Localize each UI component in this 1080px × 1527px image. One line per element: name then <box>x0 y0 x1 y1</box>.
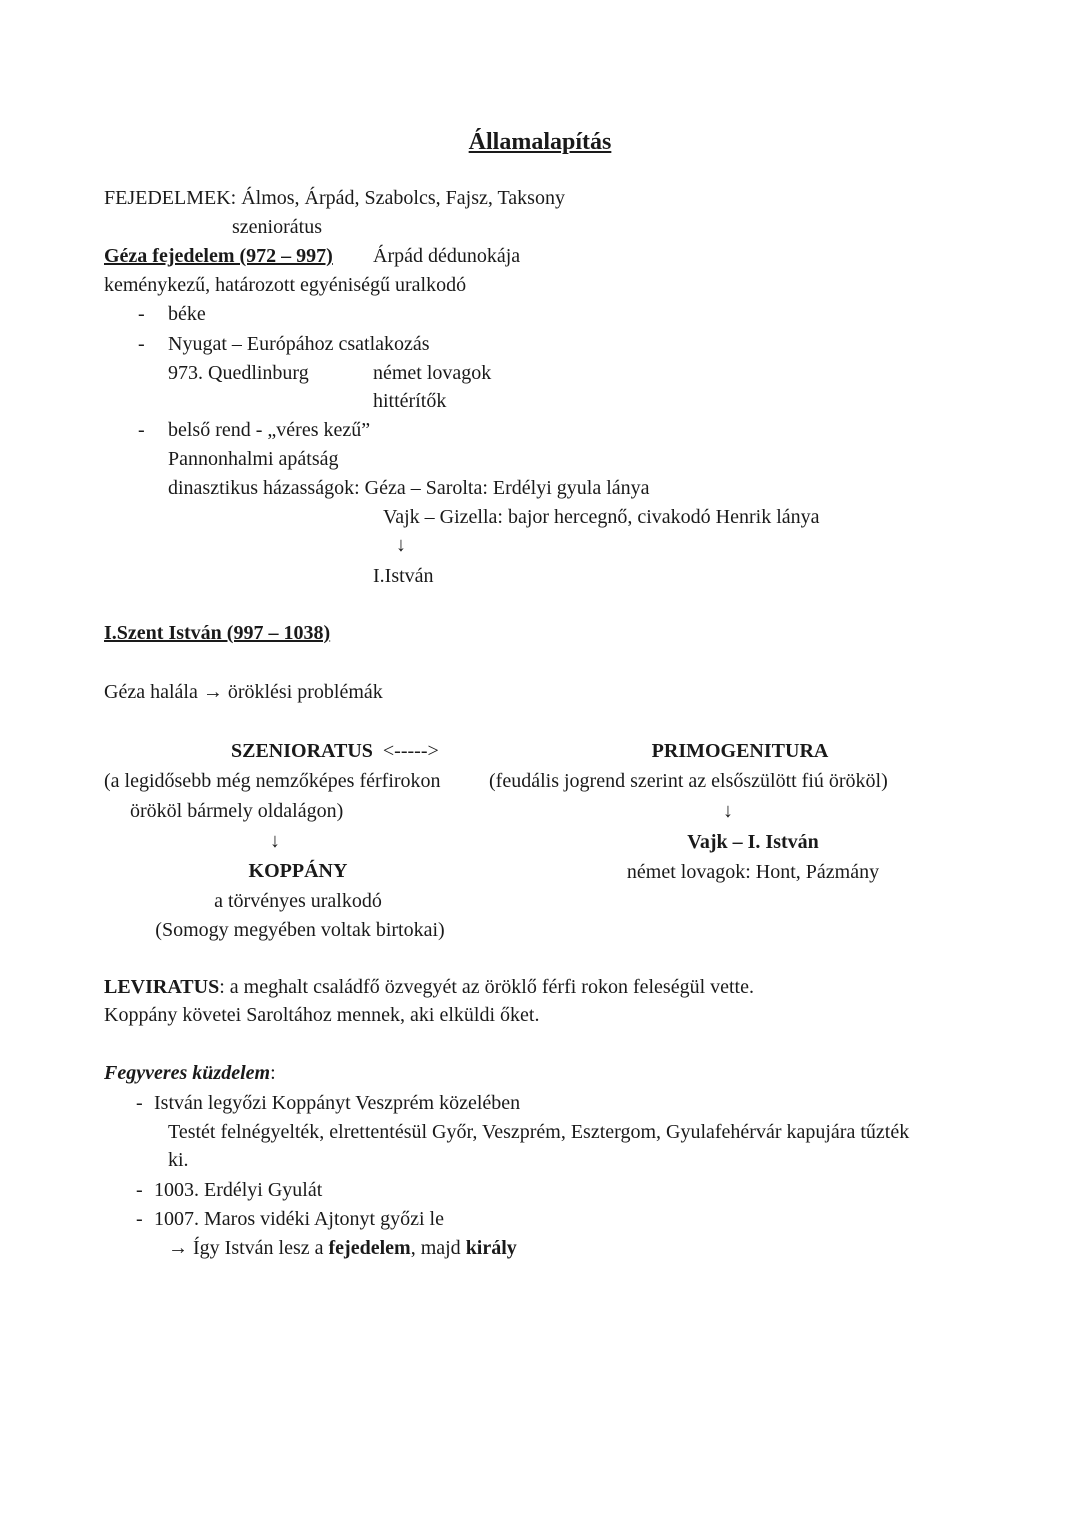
fegyveres-item-1: István legyőzi Koppányt Veszprém közelében <box>154 1092 521 1114</box>
vajk-gizella-text: Vajk – Gizella: bajor hercegnő, civakodó Henrik lánya <box>383 506 820 528</box>
double-arrow: <-----> <box>382 740 439 762</box>
szenioratus-title-line <box>231 737 439 765</box>
koppany-role: a törvényes uralkodó <box>214 890 382 912</box>
bullet-dash: - <box>136 1092 143 1114</box>
geza-halala-text: Géza halála → öröklési problémák <box>104 681 383 703</box>
bullet-dash: - <box>136 1179 143 1201</box>
conclusion-line <box>168 1234 517 1262</box>
koppany-note: (Somogy megyében voltak birtokai) <box>155 919 445 941</box>
quedlinburg-text: 973. Quedlinburg <box>168 362 309 384</box>
primogenitura-desc: (feudális jogrend szerint az elsőszülött fiú örököl) <box>489 770 888 792</box>
fejedelmek-names: Álmos, Árpád, Szabolcs, Fajsz, Taksony <box>236 187 565 209</box>
szenioratus-desc-1: (a legidősebb még nemzőképes férfirokon <box>104 770 441 792</box>
geza-bullet-beke: béke <box>168 303 206 325</box>
nemet-lovagok-text: német lovagok <box>373 362 492 384</box>
testet-text-1: Testét felnégyelték, elrettentésül Győr, Veszprém, Esztergom, Gyulafehérvár kapujára tűzték <box>168 1121 910 1143</box>
fegyveres-item-2: 1003. Erdélyi Gyulát <box>154 1179 323 1201</box>
leviratus-label: LEVIRATUS <box>104 976 220 998</box>
pannonhalma-text: Pannonhalmi apátság <box>168 448 339 470</box>
fegyveres-colon: : <box>270 1062 276 1084</box>
bullet-dash: - <box>138 303 145 325</box>
geza-relation: Árpád dédunokája <box>373 245 521 267</box>
down-arrow: ↓ <box>270 830 280 852</box>
hitteritok-text: hittérítők <box>373 390 447 412</box>
down-arrow: ↓ <box>396 534 406 556</box>
koppany-kovetei-text: Koppány követei Saroltához mennek, aki elküldi őket. <box>104 1004 540 1026</box>
istvan-heading: I.Szent István (997 – 1038) <box>104 622 331 644</box>
fegyveres-label: Fegyveres küzdelem <box>104 1062 271 1084</box>
fejedelmek-line <box>104 184 565 212</box>
leviratus-line <box>104 973 754 1001</box>
conclusion-mid: , majd <box>410 1237 466 1259</box>
conclusion-pre: → Így István lesz a <box>168 1237 329 1259</box>
vajk-istvan-name: Vajk – I. István <box>687 831 819 853</box>
istvan-result-text: I.István <box>373 565 434 587</box>
bullet-dash: - <box>136 1208 143 1230</box>
page-title: Államalapítás <box>468 129 612 155</box>
szenioratus-desc-2: örököl bármely oldalágon) <box>130 800 344 822</box>
bullet-dash: - <box>138 419 145 441</box>
geza-bullet-belso-rend: belső rend - „véres kezű” <box>168 419 371 441</box>
leviratus-text: : a meghalt családfő özvegyét az öröklő férfi rokon feleségül vette. <box>219 976 754 998</box>
fegyveres-item-3: 1007. Maros vidéki Ajtonyt győzi le <box>154 1208 444 1230</box>
dinasztikus-text: dinasztikus házasságok: Géza – Sarolta: Erdélyi gyula lánya <box>168 477 650 499</box>
conclusion-fejedelem: fejedelem <box>328 1237 411 1259</box>
geza-description: keménykezű, határozott egyéniségű uralkodó <box>104 274 467 296</box>
koppany-name: KOPPÁNY <box>248 860 348 882</box>
primogenitura-title: PRIMOGENITURA <box>651 740 829 762</box>
geza-heading: Géza fejedelem (972 – 997) <box>104 245 333 267</box>
conclusion-kiraly: király <box>465 1237 517 1259</box>
szenioratus-title: SZENIORATUS <box>231 740 373 762</box>
bullet-dash: - <box>138 333 145 355</box>
nemet-lovagok-names: német lovagok: Hont, Pázmány <box>626 861 880 883</box>
fegyveres-heading <box>104 1059 276 1087</box>
down-arrow: ↓ <box>723 800 733 822</box>
testet-text-2: ki. <box>168 1149 189 1171</box>
geza-bullet-nyugat: Nyugat – Európához csatlakozás <box>168 333 430 355</box>
szeniroatus-note: szeniorátus <box>232 216 322 238</box>
fejedelmek-label: FEJEDELMEK: <box>104 187 237 209</box>
